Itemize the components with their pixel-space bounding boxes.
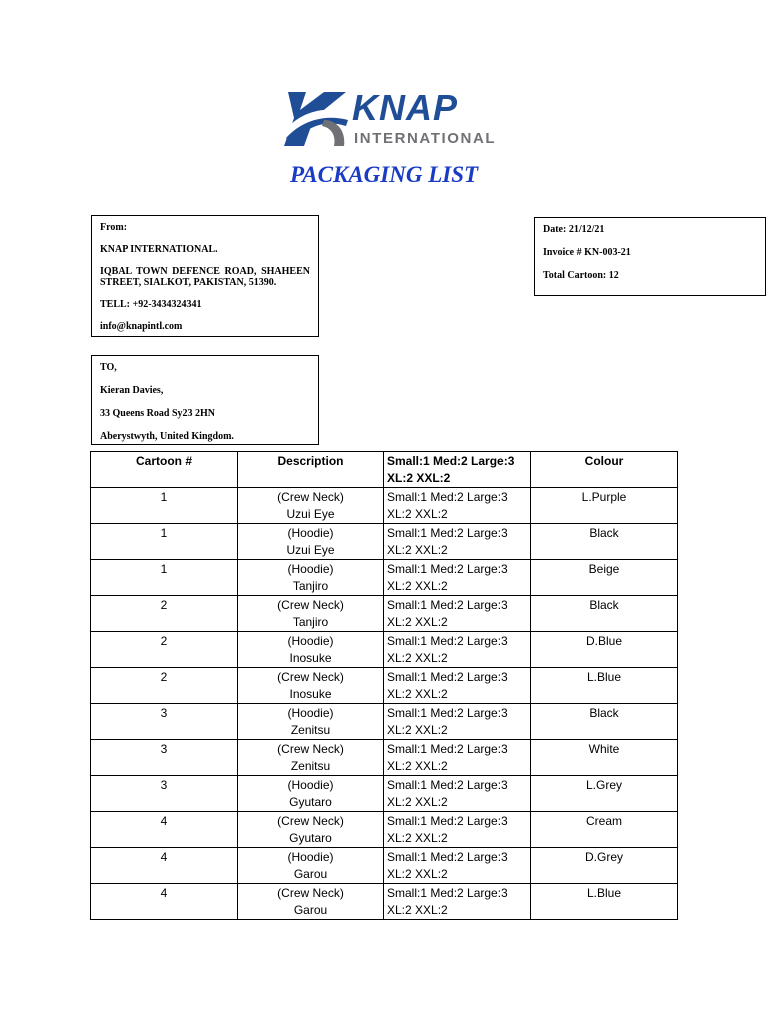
recipient-address-line1: 33 Queens Road Sy23 2HN (100, 408, 216, 419)
cell-description (238, 668, 384, 704)
table-row (91, 740, 678, 776)
cell-colour: Cream (531, 812, 678, 848)
cell-description (238, 632, 384, 668)
cell-cartoon: 4 (91, 812, 238, 848)
sizes-line1: Small:1 Med:2 Large:3 (387, 562, 508, 576)
cell-sizes (384, 704, 531, 740)
cell-cartoon: 1 (91, 488, 238, 524)
description-type: (Hoodie) (287, 778, 334, 792)
cell-colour: L.Purple (531, 488, 678, 524)
table-header-row (91, 452, 678, 488)
knap-emblem-icon (280, 90, 356, 152)
cell-cartoon: 4 (91, 884, 238, 920)
sender-company: KNAP INTERNATIONAL. (100, 244, 218, 255)
from-label: From: (100, 222, 128, 233)
cell-description (238, 848, 384, 884)
description-name: Uzui Eye (286, 543, 335, 557)
sizes-line2: XL:2 XXL:2 (387, 723, 448, 737)
sizes-line2: XL:2 XXL:2 (387, 579, 448, 593)
sizes-line2: XL:2 XXL:2 (387, 795, 448, 809)
header-sizes (384, 452, 531, 488)
table-row (91, 776, 678, 812)
cell-sizes (384, 560, 531, 596)
cell-cartoon: 4 (91, 848, 238, 884)
cell-cartoon: 1 (91, 560, 238, 596)
description-type: (Crew Neck) (277, 814, 344, 828)
cell-description (238, 488, 384, 524)
cell-description (238, 812, 384, 848)
header-description: Description (238, 452, 384, 488)
description-name: Garou (293, 903, 328, 917)
cell-cartoon: 2 (91, 596, 238, 632)
sizes-line1: Small:1 Med:2 Large:3 (387, 850, 508, 864)
sender-phone: TELL: +92-3434324341 (100, 299, 202, 310)
invoice-number: Invoice # KN-003-21 (543, 247, 631, 258)
cell-description (238, 560, 384, 596)
cell-colour: Black (531, 704, 678, 740)
description-name: Tanjiro (292, 615, 329, 629)
table-row (91, 812, 678, 848)
cell-colour: L.Grey (531, 776, 678, 812)
sizes-line2: XL:2 XXL:2 (387, 507, 448, 521)
sizes-line2: XL:2 XXL:2 (387, 903, 448, 917)
cell-cartoon: 3 (91, 776, 238, 812)
description-type: (Hoodie) (287, 706, 334, 720)
description-name: Uzui Eye (286, 507, 335, 521)
cell-colour: L.Blue (531, 884, 678, 920)
description-name: Gyutaro (289, 831, 332, 845)
description-name: Tanjiro (292, 579, 329, 593)
sizes-line2: XL:2 XXL:2 (387, 615, 448, 629)
page-title: PACKAGING LIST (289, 162, 479, 187)
cell-sizes (384, 488, 531, 524)
cell-colour: D.Blue (531, 632, 678, 668)
description-name: Inosuke (289, 687, 332, 701)
cell-colour: L.Blue (531, 668, 678, 704)
header-colour: Colour (531, 452, 678, 488)
description-type: (Hoodie) (287, 634, 334, 648)
sizes-line1: Small:1 Med:2 Large:3 (387, 490, 508, 504)
table-row (91, 524, 678, 560)
header-cartoon: Cartoon # (91, 452, 238, 488)
table-row (91, 884, 678, 920)
cell-cartoon: 2 (91, 632, 238, 668)
table-body (91, 488, 678, 920)
description-name: Inosuke (289, 651, 332, 665)
sizes-line1: Small:1 Med:2 Large:3 (387, 670, 508, 684)
cell-colour: D.Grey (531, 848, 678, 884)
sizes-line1: Small:1 Med:2 Large:3 (387, 598, 508, 612)
cell-sizes (384, 632, 531, 668)
sizes-line2: XL:2 XXL:2 (387, 687, 448, 701)
recipient-box (91, 355, 319, 445)
to-label: TO, (100, 362, 117, 373)
cell-sizes (384, 848, 531, 884)
description-type: (Crew Neck) (277, 490, 344, 504)
description-type: (Hoodie) (287, 526, 334, 540)
sizes-line1: Small:1 Med:2 Large:3 (387, 814, 508, 828)
description-type: (Crew Neck) (277, 742, 344, 756)
cell-description (238, 596, 384, 632)
cell-sizes (384, 812, 531, 848)
sizes-line1: Small:1 Med:2 Large:3 (387, 742, 508, 756)
company-logo (280, 87, 497, 154)
cell-colour: Black (531, 524, 678, 560)
sizes-line1: Small:1 Med:2 Large:3 (387, 886, 508, 900)
cell-colour: Black (531, 596, 678, 632)
table-row (91, 596, 678, 632)
description-type: (Crew Neck) (277, 598, 344, 612)
cell-cartoon: 3 (91, 704, 238, 740)
header-sizes-line1: Small:1 Med:2 Large:3 (387, 454, 515, 468)
cell-sizes (384, 740, 531, 776)
cell-description (238, 740, 384, 776)
sizes-line1: Small:1 Med:2 Large:3 (387, 634, 508, 648)
description-name: Zenitsu (290, 723, 331, 737)
logo-subtitle: INTERNATIONAL (354, 130, 497, 147)
description-type: (Hoodie) (287, 850, 334, 864)
invoice-total-cartoons: Total Cartoon: 12 (543, 270, 619, 281)
sender-email: info@knapintl.com (100, 321, 183, 332)
sender-address: IQBAL TOWN DEFENCE ROAD, SHAHEEN STREET, SIALKOT, PAKISTAN, 51390. (100, 266, 310, 288)
cell-description (238, 884, 384, 920)
logo-wordmark: KNAP (352, 87, 459, 128)
sizes-line2: XL:2 XXL:2 (387, 867, 448, 881)
table-row (91, 704, 678, 740)
invoice-box (534, 217, 766, 296)
sizes-line1: Small:1 Med:2 Large:3 (387, 778, 508, 792)
table-row (91, 668, 678, 704)
description-name: Zenitsu (290, 759, 331, 773)
header-sizes-line2: XL:2 XXL:2 (387, 471, 451, 485)
sizes-line2: XL:2 XXL:2 (387, 651, 448, 665)
sender-box (91, 215, 319, 337)
cell-cartoon: 1 (91, 524, 238, 560)
cell-cartoon: 2 (91, 668, 238, 704)
recipient-address-line2: Aberystwyth, United Kingdom. (100, 431, 234, 442)
table-row (91, 488, 678, 524)
description-type: (Crew Neck) (277, 886, 344, 900)
packing-table (90, 451, 678, 920)
cell-description (238, 524, 384, 560)
sizes-line2: XL:2 XXL:2 (387, 831, 448, 845)
table-row (91, 632, 678, 668)
cell-sizes (384, 668, 531, 704)
description-name: Gyutaro (289, 795, 332, 809)
cell-sizes (384, 596, 531, 632)
sizes-line1: Small:1 Med:2 Large:3 (387, 526, 508, 540)
sizes-line2: XL:2 XXL:2 (387, 759, 448, 773)
sizes-line1: Small:1 Med:2 Large:3 (387, 706, 508, 720)
description-name: Garou (293, 867, 328, 881)
cell-description (238, 704, 384, 740)
cell-description (238, 776, 384, 812)
description-type: (Hoodie) (287, 562, 334, 576)
sizes-line2: XL:2 XXL:2 (387, 543, 448, 557)
table-row (91, 848, 678, 884)
table-row (91, 560, 678, 596)
invoice-date: Date: 21/12/21 (543, 224, 605, 235)
cell-colour: Beige (531, 560, 678, 596)
cell-sizes (384, 776, 531, 812)
recipient-name: Kieran Davies, (100, 385, 164, 396)
cell-sizes (384, 524, 531, 560)
cell-sizes (384, 884, 531, 920)
cell-cartoon: 3 (91, 740, 238, 776)
description-type: (Crew Neck) (277, 670, 344, 684)
cell-colour: White (531, 740, 678, 776)
